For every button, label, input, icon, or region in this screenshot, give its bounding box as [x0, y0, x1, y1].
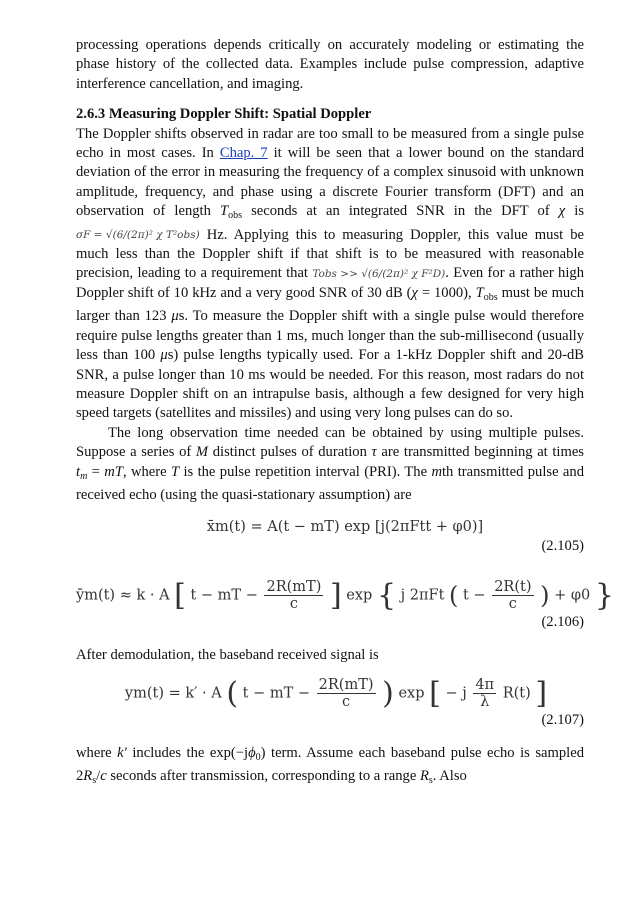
equation-2-106-body: ȳm(t) ≈ k · A [ t − mT − $\frac{2R(mT)}{c}$ ] exp { j 2πFt ( t − $\frac{2R(t)}{c}$ ) + φ0 }: [76, 578, 614, 614]
paragraph-multiple-pulses: The long observation time needed can be obtained by using multiple pulses. Suppose a series of M distinct pulses of duration τ are transmitted beginning at times $t_m$ = mT, where T is the pulse repetition interval (PRI). The mth transmitted pulse and received echo (using the quasi-stationary assumption) are: [76, 424, 584, 503]
section-heading: 2.6.3 Measuring Doppler Shift: Spatial Doppler: [76, 106, 372, 123]
equation-2-105: [76, 519, 584, 556]
tobs-requirement-equation: Tobs >> √(6/(2π)² χ F²D): [312, 268, 446, 281]
equation-number: (2.107): [541, 711, 584, 728]
equation-2-107: [76, 676, 584, 730]
equation-2-107-body: ym(t) = k′ · A ( t − mT − $\frac{2R(mT)}{c}$ ) exp [ − j $\frac{4\pi}{\lambda}$ R(t) ]: [124, 675, 548, 711]
chapter-7-link[interactable]: Chap. 7: [219, 145, 268, 162]
after-demodulation-text: After demodulation, the baseband received signal is: [76, 647, 379, 664]
equation-2-106: [76, 578, 614, 632]
equation-2-105-body: x̄m(t) = A(t − mT) exp [j(2πFtt + φ0)]: [206, 519, 484, 536]
paragraph-doppler-measurement: The Doppler shifts observed in radar are too small to be measured from a single pulse echo in most cases. In Chap. 7 it will be seen that a lower bound on the standard deviation of the error in measuring the frequency of a complex sinusoid with unknown amplitude, frequency, and phase using a discrete Fourier transform (DFT) and an observation of length $T_{obs}$ seconds at an integrated SNR in the DFT of χ is σF = √(6/(2π)² χ T²obs) Hz. Applying this to measuring Doppler, this value must be much less than the Doppler shift if that shift is to be measured with reasonable precision, leading to a requirement that Tobs >> √(6/(2π)² χ F²D). Even for a rather high Doppler shift of 10 kHz and a very good SNR of 30 dB (χ = 1000), $T_{obs}$ must be much larger than 123 μs. To measure the Doppler shift with a single pulse would therefore require pulse lengths greater than 1 ms, much longer than the sub-millisecond (usually less than 100 μs) pulse lengths typically used. For a 1-kHz Doppler shift and 20-dB SNR, a pulse longer than 10 ms would be needed. For this reason, most radars do not measure Doppler shift on an intrapulse basis, although a few designed for very high speed targets (satellites and missiles) and using very long pulses can do so.: [76, 125, 585, 422]
final-paragraph: where k′ includes the $\exp(-j\phi_0)$ term. Assume each baseband pulse echo is sampled $2R_s/c$ seconds after transmission, corresponding to a range $R_s$. Also: [76, 744, 584, 787]
sigma-f-equation: σF = √(6/(2π)² χ T²obs): [76, 229, 200, 242]
equation-number: (2.106): [541, 614, 584, 631]
intro-paragraph: processing operations depends critically on accurately modeling or estimating the phase history of the collected data. Examples include pulse compression, adaptive interference cancellation, and imaging.: [76, 37, 584, 92]
page-content: [76, 36, 614, 791]
equation-number: (2.105): [541, 538, 584, 555]
